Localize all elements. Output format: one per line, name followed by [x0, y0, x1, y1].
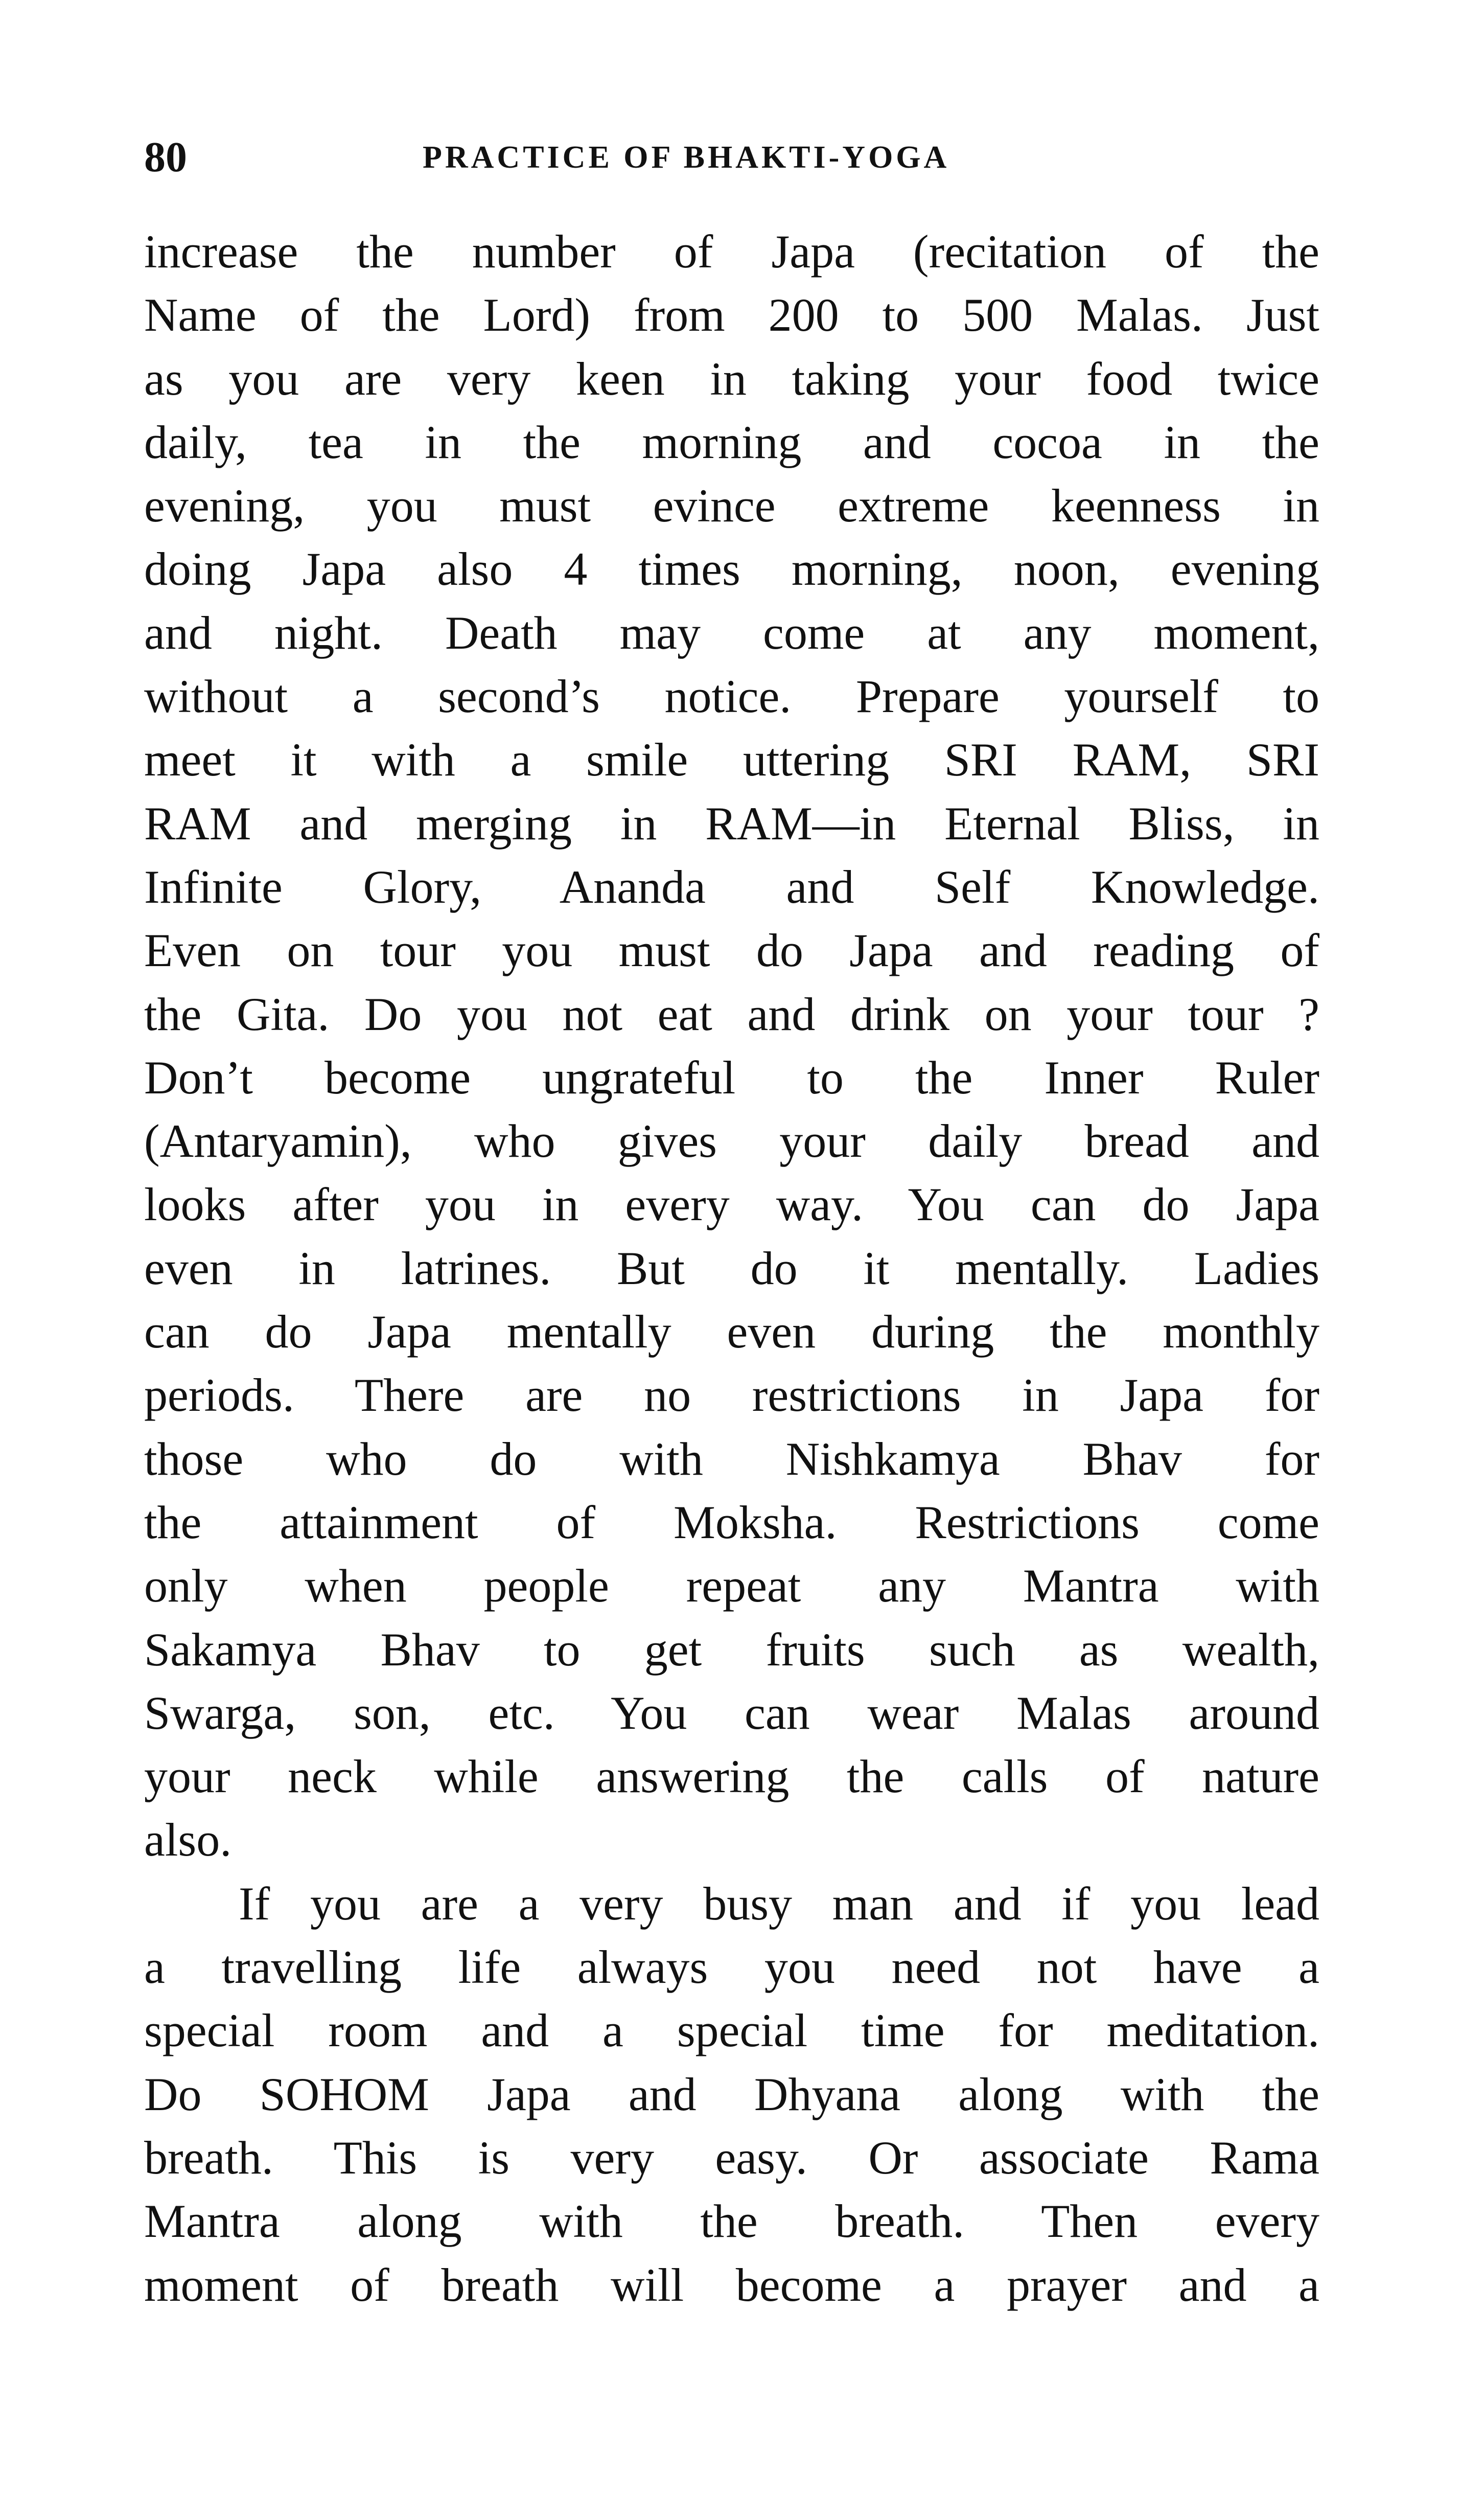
text-line: special room and a special time for meditation. — [144, 2004, 1319, 2057]
text-line: daily, tea in the morning and cocoa in the — [144, 416, 1319, 468]
paragraph-end-line: also. — [144, 1814, 232, 1866]
text-line: a travelling life always you need not have a — [144, 1941, 1319, 1994]
text-line: the Gita. Do you not eat and drink on your tour ? — [144, 988, 1319, 1040]
text-line: Do SOHOM Japa and Dhyana along with the — [144, 2068, 1319, 2120]
text-line: Mantra along with the breath. Then every — [144, 2195, 1319, 2248]
text-line: Don’t become ungrateful to the Inner Ruler — [144, 1051, 1319, 1104]
text-line: even in latrines. But do it mentally. Ladies — [144, 1242, 1319, 1294]
text-line: Sakamya Bhav to get fruits such as wealth, — [144, 1623, 1319, 1676]
text-line: as you are very keen in taking your food twice — [144, 352, 1319, 405]
text-line: Swarga, son, etc. You can wear Malas around — [144, 1686, 1319, 1739]
text-line: Infinite Glory, Ananda and Self Knowledge. — [144, 860, 1319, 913]
text-line: doing Japa also 4 times morning, noon, evening — [144, 543, 1319, 596]
text-line: breath. This is very easy. Or associate Rama — [144, 2131, 1319, 2184]
paragraph-start-line: If you are a very busy man and if you lead — [239, 1877, 1319, 1930]
text-line: (Antaryamin), who gives your daily bread and — [144, 1115, 1319, 1168]
text-line: Name of the Lord) from 200 to 500 Malas. Just — [144, 289, 1319, 341]
text-line: the attainment of Moksha. Restrictions come — [144, 1496, 1319, 1548]
text-line: without a second’s notice. Prepare yourself to — [144, 670, 1319, 723]
running-head — [144, 127, 1319, 188]
text-line: and night. Death may come at any moment, — [144, 606, 1319, 659]
text-line: meet it with a smile uttering SRI RAM, SRI — [144, 734, 1319, 786]
text-line: Even on tour you must do Japa and reading of — [144, 924, 1319, 977]
text-line: only when people repeat any Mantra with — [144, 1560, 1319, 1612]
text-line: moment of breath will become a prayer and a — [144, 2258, 1319, 2311]
text-line: periods. There are no restrictions in Japa for — [144, 1369, 1319, 1422]
text-line: increase the number of Japa (recitation of the — [144, 225, 1319, 278]
text-line: can do Japa mentally even during the monthly — [144, 1306, 1319, 1358]
text-line: your neck while answering the calls of nature — [144, 1750, 1319, 1803]
text-line: looks after you in every way. You can do Japa — [144, 1178, 1319, 1231]
text-line: RAM and merging in RAM—in Eternal Bliss, in — [144, 797, 1319, 850]
page-number: 80 — [144, 133, 187, 181]
text-line: evening, you must evince extreme keenness in — [144, 479, 1319, 532]
running-title: PRACTICE OF BHAKTI-YOGA — [423, 140, 950, 175]
body-text — [144, 220, 1319, 2317]
text-line: those who do with Nishkamya Bhav for — [144, 1432, 1319, 1485]
